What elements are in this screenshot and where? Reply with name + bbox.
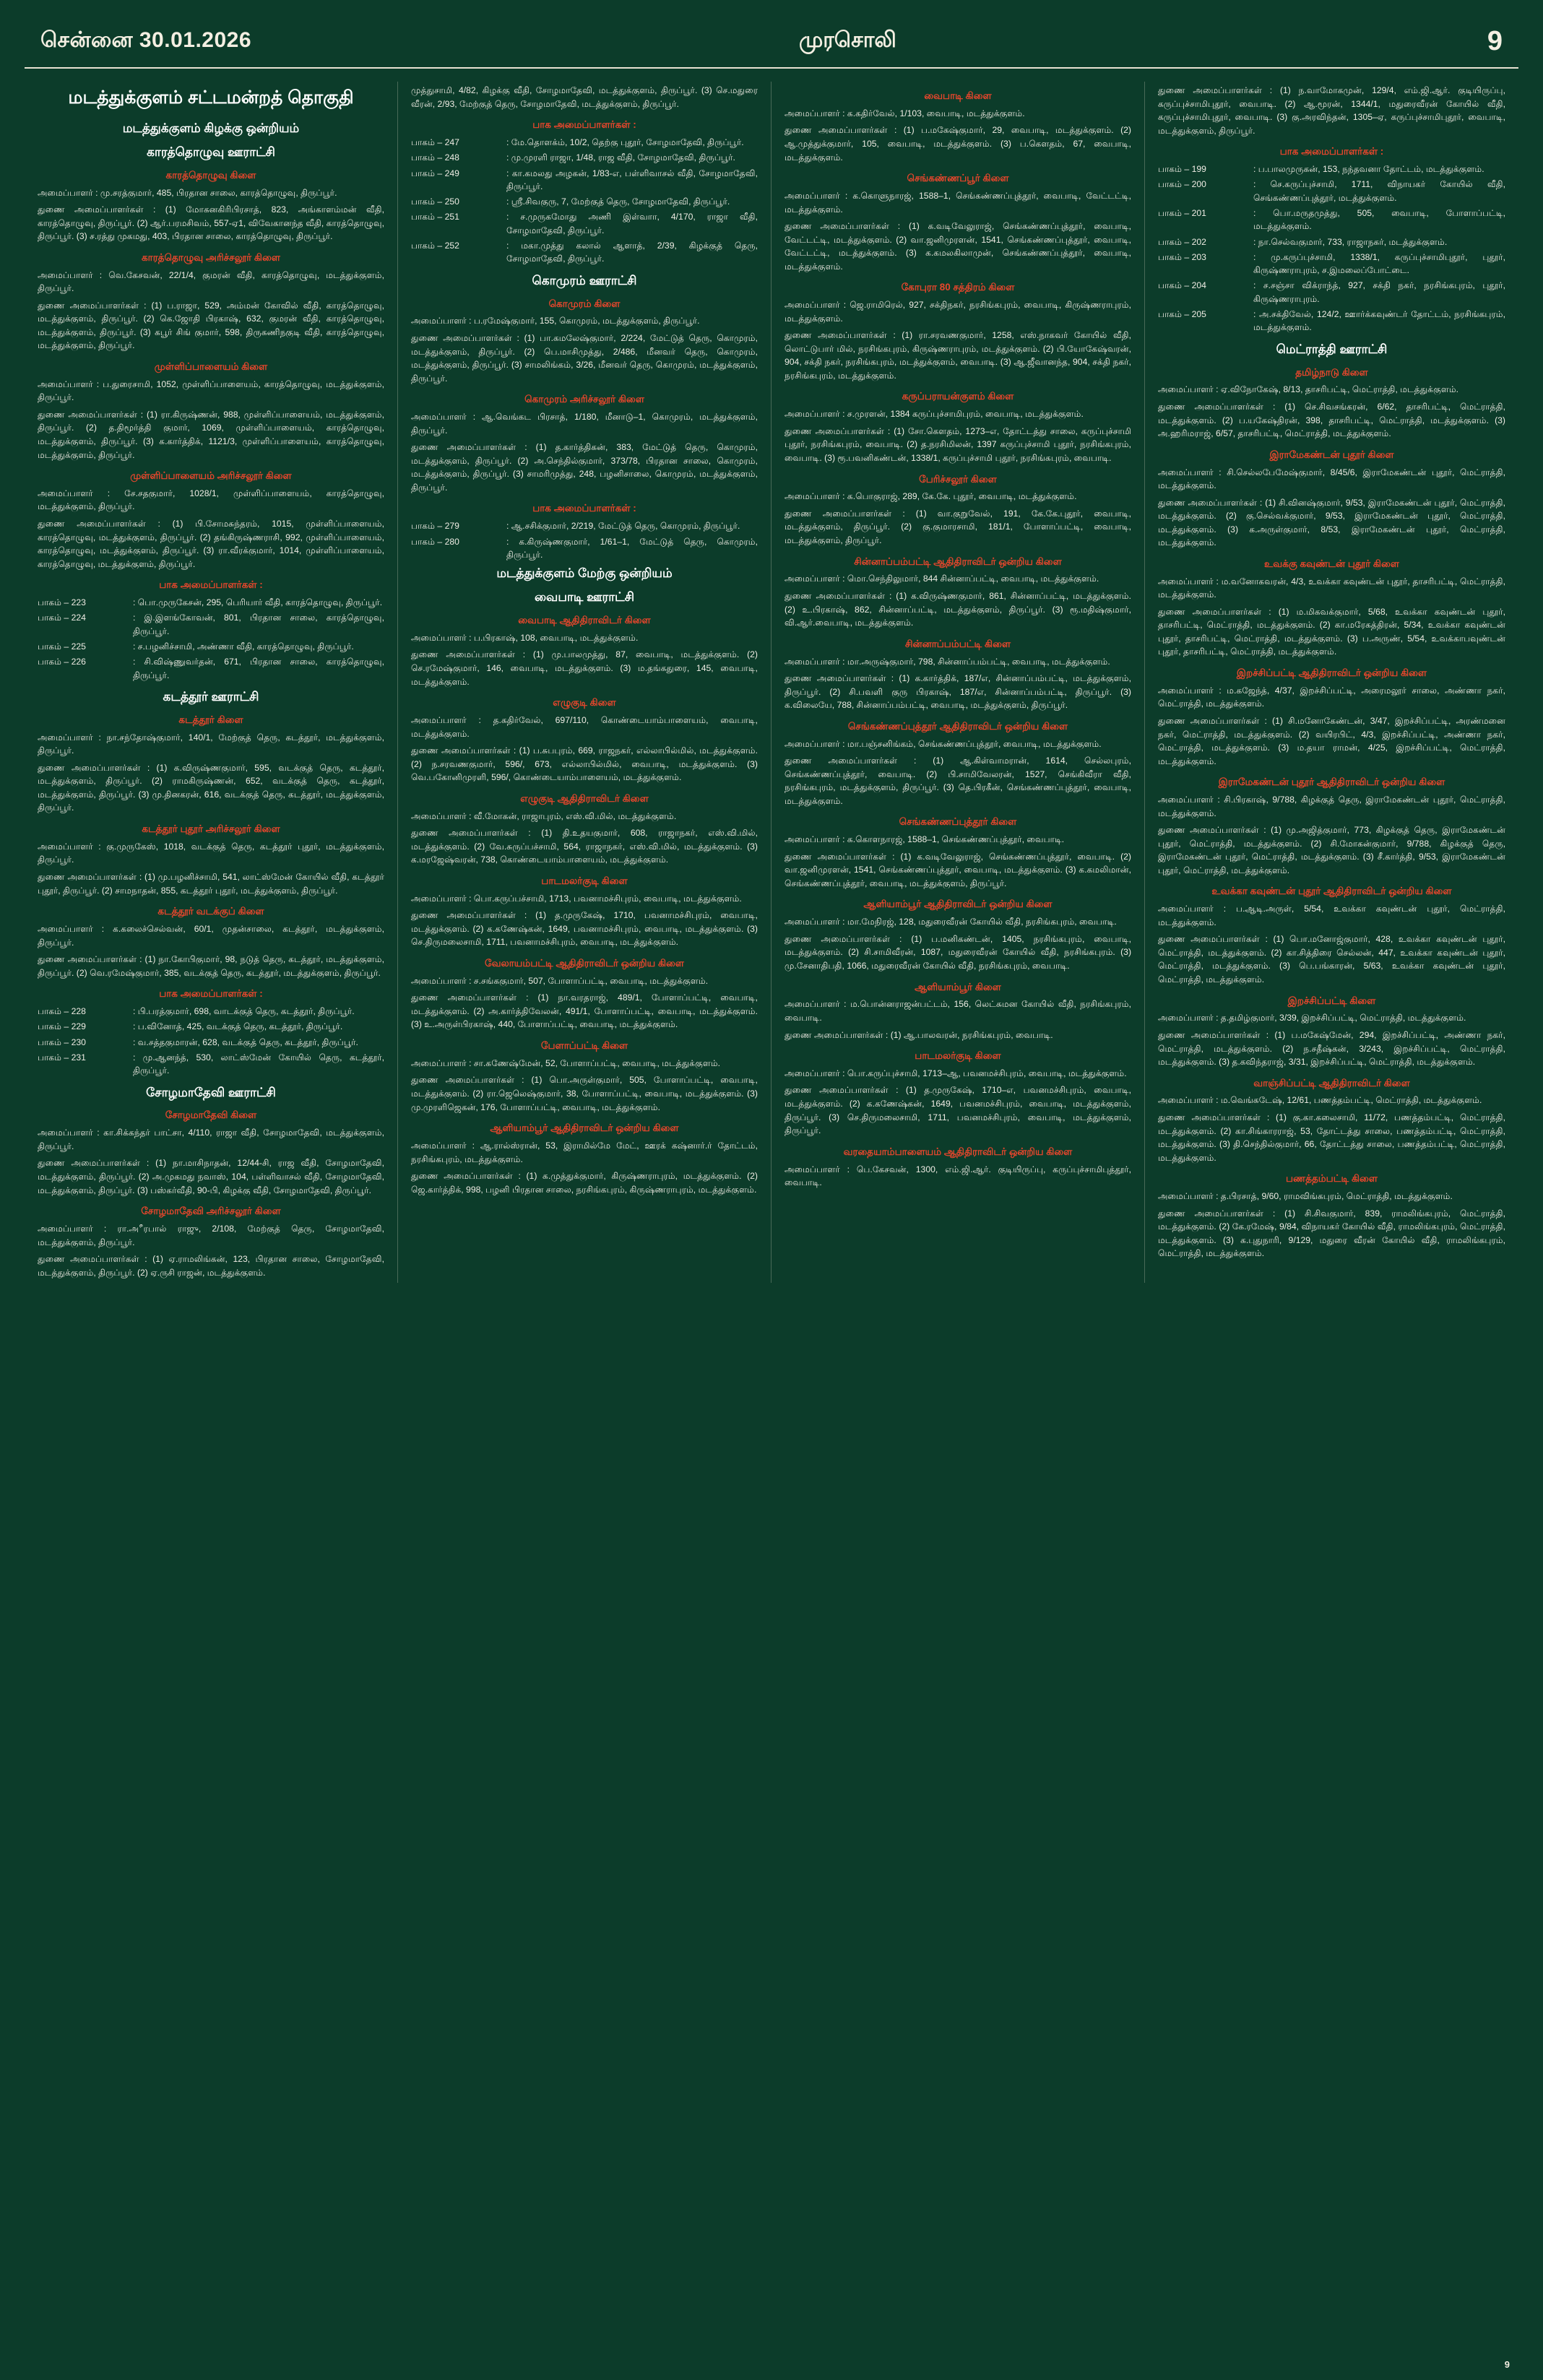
booth-number: பாகம் – 226 [38,657,86,667]
office-bearers-text: துணை அமைப்பாளர்கள் : (1) தி.உதயகுமார், 608, ராஜாநகர், எஸ்.வி.மில், மடத்துக்குளம். (2) வே.சுருப்பச்சாமி, 564, ராஜாநகர், எஸ்.வி.மில், மடத்துக்குளம். (3) க.மரஜேஷ்வரன், 738, கொண்டையாம்பாளையம், மடத்துக்குளம். [411,828,758,865]
office-bearers-text: அமைப்பாளர் : க.பொகுராஜ், 289, கே.கே. புதூர், வைபாடி, மடத்துக்குளம். [785,491,1077,502]
branch-heading: தமிழ்நாடு கிளை [1295,366,1368,378]
office-bearers-text: அமைப்பாளர் : த.பிரசாத், 9/60, ராமவிங்கபுரம், மெட்ராத்தி, மடத்துக்குளம். [1158,1191,1453,1202]
booth-entry [411,195,758,208]
masthead-title: முரசொலி [798,27,896,52]
booth-officer-text: : சி.விஷ்ணுவர்தன், 671, பிரதான சாலை, காரத்தொழுவு, திருப்பூர். [133,657,384,680]
booth-number: பாகம் – 199 [1158,164,1206,175]
branch-heading: செங்கண்ணப்புத்தூர் ஆதிதிராவிடர் ஒன்றிய கிளை [847,720,1068,732]
office-bearers-text: அமைப்பாளர் : வீ.மோகன், ராஜாபுரம், எஸ்.வி.மில், மடத்துக்குளம். [411,810,677,821]
office-bearers-text: துணை அமைப்பாளர்கள் : (1) ரா.சரவணகுமார், 1258, எஸ்.நாகவர் கோயில் வீதி, லொட்டுபார் மில், நரசிங்கபுரம், கிருஷ்ணராபுரம், மடத்துக்குளம். (2) பி.யோகேஷ்வரன், 904, சக்தி நகர், நரசிங்கபுரம், மடத்துக்குளம், வைபாடி. (3) ஆ.ஜீவானந்த, 904, சக்தி நகர், நரசிங்கபுரம், மடத்துக்குளம். [785,330,1131,381]
branch-heading: கருப்பராயன்குளம் கிளை [902,391,1014,402]
branch-heading: வரதையாம்பாளையம் ஆதிதிராவிடர் ஒன்றிய கிளை [843,1146,1073,1157]
branch-heading: இறச்சிப்பட்டி ஆதிதிராவிடர் ஒன்றிய கிளை [1236,667,1427,678]
office-bearers-text: துணை அமைப்பாளர்கள் : (1) க.விருஷ்ணகுமார், 595, வடக்குத் தெரு, கடத்தூர், மடத்துக்குளம், திருப்பூர். (2) ராமகிருஷ்ணன், 652, வடக்குத் தெரு, கடத்தூர், மடத்துக்குளம், திருப்பூர். (3) மு.தினகரன், 616, வடக்குத் தெரு, கடத்தூர், மடத்துக்குளம், திருப்பூர். [38,762,384,813]
office-bearers-text: துணை அமைப்பாளர்கள் : (1) க.கார்த்திக், 187/எ, சின்னாப்பம்பட்டி, மடத்துக்குளம், திருப்பூர். (2) சி.பவளி குரு பிரகாஷ், 187/எ, சின்னாப்பம்பட்டி, திருப்பூர். (3) க.விலையே, 788, சின்னாப்பம்பட்டி, வைபாடி, மடத்துக்குளம், திருப்பூர். [785,673,1131,711]
panchayat-title: வைபாடி ஊராட்சி [534,590,635,605]
branch-heading: பாக அமைப்பாளர்கள் : [1279,146,1384,157]
booth-officer-text: : மு.ஆனந்த், 530, லாட்ஸ்மேன் கோயில் தெரு, கடத்தூர், திருப்பூர். [133,1052,384,1076]
booth-number: பாகம் – 204 [1158,280,1206,291]
office-bearers-text: துணை அமைப்பாளர்கள் : (1) கு.கா.கலைசாமி, 11/72, பணத்தம்பட்டி, மெட்ராத்தி, மடத்துக்குளம். (2) கா.சிங்காரராஜ், 53, தோட்டத்து சாலை, பணத்தம்பட்டி, மெட்ராத்தி, மடத்துக்குளம். (3) தி.செந்தில்குமார், 66, தோட்டத்து சாலை, பணத்தம்பட்டி, மெட்ராத்தி, மடத்துக்குளம். [1158,1112,1505,1163]
booth-number: பாகம் – 223 [38,597,86,608]
office-bearers-text: அமைப்பாளர் : மொ.செந்திலுமார், 844 சின்னாப்பட்டி, வைபாடி, மடத்துக்குளம். [785,574,1099,584]
branch-heading: வாஞ்சிப்பட்டி ஆதிதிராவிடர் கிளை [1253,1077,1410,1089]
branch-heading: பேளாப்பட்டி கிளை [540,1039,628,1051]
office-bearers-text: துணை அமைப்பாளர்கள் : (1) மு.பாலமுத்து, 87, வைபாடி, மடத்துக்குளம். (2) செ.ரமேஷ்குமார், 146, வைபாடி, மடத்துக்குளம். (3) ம.தங்கதுரை, 145, வைபாடி, மடத்துக்குளம். [411,649,758,687]
office-bearers-text: துணை அமைப்பாளர்கள் : (1) சி.வினஷ்குமார், 9/53, இராமேகண்டன் புதூர், மெட்ராத்தி, மடத்துக்குளம். (2) கு.செல்வக்குமார், 9/53, இராமேகண்டன் புதூர், மெட்ராத்தி, மடத்துக்குளம். (3) க.அருள்குமார், 8/53, இராமேகண்டன் புதூர், மெட்ராத்தி, மடத்துக்குளம். [1158,497,1505,548]
booth-number: பாகம் – 224 [38,613,86,623]
office-bearers-text: அமைப்பாளர் : ப.ரமேஷ்குமார், 155, கொமுரம், மடத்துக்குளம், திருப்பூர். [411,316,700,326]
booth-number: பாகம் – 247 [411,137,459,147]
branch-heading: இராமேகண்டன் புதூர் கிளை [1269,449,1394,460]
office-bearers-text: அமைப்பாளர் : ம.வனோகவரன், 4/3, உவக்கா கவுண்டன் புதூர், தாசரிபட்டி, மெட்ராத்தி, மடத்துக்குளம். [1158,576,1505,600]
office-bearers-text: அமைப்பாளர் : ஆ.வெங்கட பிரசாத், 1/180, மீனாடு–1, கொமுரம், மடத்துக்குளம், திருப்பூர். [411,412,758,436]
office-bearers-text: துணை அமைப்பாளர்கள் : (1) ரா.கிருஷ்ணன், 988, முள்ளிப்பாளையம், மடத்துக்குளம், திருப்பூர். (2) த.திமூர்த்தி குமார், 1069, முள்ளிப்பாளையம், காரத்தொழுவு, மடத்துக்குளம், திருப்பூர். (3) க.கார்த்திக், 1121/3, முள்ளிப்பாளையம், காரத்தொழுவு, மடத்துக்குளம், திருப்பூர். [38,409,384,460]
office-bearers-text: துணை அமைப்பாளர்கள் : (1) செ.சிவசங்கரன், 6/62, தாசரிபட்டி, மெட்ராத்தி, மடத்துக்குளம். (2) ப.யகேஷ்திரன், 398, தாசரிபட்டி, மெட்ராத்தி, மடத்துக்குளம். (3) அ.ஹரிமராஜ், 6/57, தாசரிபட்டி, மெட்ராத்தி, மடத்துக்குளம். [1158,402,1505,439]
booth-entry [411,239,758,266]
masthead [25,20,1518,69]
office-bearers-text: துணை அமைப்பாளர்கள் : (1) மு.பழனிச்சாமி, 541, லாட்ஸ்மேன் கோயில் வீதி, கடத்தூர் புதூர், திருப்பூர். (2) சாமநாதன், 855, கடத்தூர் புதூர், மடத்துக்குளம், திருப்பூர். [38,871,384,896]
booth-number: பாகம் – 205 [1158,309,1206,320]
office-bearers-text: அமைப்பாளர் : க.கொளநாரஜ், 1588–1, செங்கண்ணப்புத்தூர், வைபாடி. [785,834,1065,845]
union-title: மடத்துக்குளம் கிழக்கு ஒன்றியம் [122,121,300,135]
office-bearers-text: துணை அமைப்பாளர்கள் : (1) ம.மிகவக்குமார், 5/68, உவக்கா கவுண்டன் புதூர், தாசரிபட்டி, மெட்ராத்தி, மடத்துக்குளம். (2) கா.மரேகத்திரன், 5/34, உவக்கா கவுண்டன் புதூர், தாசரிபட்டி, மெட்ராத்தி, மடத்துக்குளம். (3) ப.அருண், 5/54, உவக்காபவுண்டன் புதூர், தாசரிபட்டி, மெட்ராத்தி, மடத்துக்குளம். [1158,606,1505,657]
branch-heading: முள்ளிப்பாளையம் கிளை [154,360,268,372]
branch-heading: இராமேகண்டன் புதூர் ஆதிதிராவிடர் ஒன்றிய கிளை [1218,776,1445,788]
booth-entry [1158,178,1505,204]
office-bearers-text: துணை அமைப்பாளர்கள் : (1) மோகனகிரிபிரசாத், 823, அங்காளம்மன் வீதி, காரத்தொழுவு, திருப்பூர். (2) ஆர்.பரமசிவம், 557-ஏ1, விவேகானந்த வீதி, காரத்தொழுவு, திருப்பூர். (3) ச.ரத்து முகமது, 403, பிரதான சாலை, காரத்தொழுவு, திருப்பூர். [38,204,384,242]
booth-entry [411,136,758,149]
branch-heading: இறச்சிப்பட்டி கிளை [1287,995,1376,1006]
office-bearers-text: துணை அமைப்பாளர்கள் : (1) மு.அஜித்குமார், 773, கிழக்குத் தெரு, இராமேகண்டன் புதூர், மெட்ராத்தி, மடத்துக்குளம். (2) சி.மோகன்குமார், 9/788, கிழக்குத் தெரு, இராமேகண்டன் புதூர், மெட்ராத்தி, மடத்துக்குளம். (3) சீ.கார்த்தி, 9/53, இராமேகண்டன் புதூர், மெட்ராத்தி, மடத்துக்குளம். [1158,825,1505,875]
booth-entry [38,1005,384,1018]
booth-entry [1158,235,1505,248]
branch-heading: சோழமாதேவி அரிச்சலூர் கிளை [141,1206,281,1217]
booth-number: பாகம் – 250 [411,196,459,207]
booth-entry [411,167,758,194]
branch-heading: காரத்தொழுவு கிளை [165,169,256,181]
office-bearers-text: அமைப்பாளர் : சா.கணேஷ்மேன், 52, போளாப்பட்டி, வைபாடி, மடத்துக்குளம். [411,1057,721,1068]
masthead-edition-date: சென்னை 30.01.2026 [40,27,252,52]
branch-heading: சோழமாதேவி கிளை [165,1109,257,1121]
office-bearers-text: துணை அமைப்பாளர்கள் : (1) க.விருஷ்ணகுமார், 861, சின்னாப்பட்டி, மடத்துக்குளம். (2) உ.பிரகாஷ், 862, சின்னாப்பட்டி, மடத்துக்குளம், திருப்பூர். (3) ரூ.மதிஷ்குமார், வி.ஆர்.வைபாடி, மடத்துக்குளம். [785,591,1131,628]
branch-heading: செங்கண்ணப்புத்தூர் கிளை [899,816,1017,828]
booth-officer-text: : மு.முரளி ராஜா, 1/48, ராஜ வீதி, சோழமாதேவி, திருப்பூர். [506,152,735,163]
office-bearers-text: துணை அமைப்பாளர்கள் : (1) பா.கமலேஷ்குமார், 2/224, மேட்டுத் தெரு, கொமுரம், மடத்துக்குளம், திருப்பூர். (2) பெ.மாசிமுத்து, 2/486, மீனவர் தெரு, கொமுரம், மடத்துக்குளம், திருப்பூர். (3) சாமலிங்கம், 3/26, மீனவர் தெரு, கொமுரம், மடத்துக்குளம், திருப்பூர். [411,333,758,384]
office-bearers-text: துணை அமைப்பாளர்கள் : (1) பொ.அருள்குமார், 505, போளாப்பட்டி, வைபாடி, மடத்துக்குளம். (2) ரா.ஜெலெஷ்குமார், 38, போளாப்பட்டி, வைபாடி, மடத்துக்குளம். (3) மு.முரளிஜெகன், 176, போளாப்பட்டி, வைபாடி, மடத்துக்குளம். [411,1075,758,1112]
office-bearers-text: அமைப்பாளர் : மா.பஞ்சனிங்கம், செங்கண்ணப்புத்தூர், வைபாடி, மடத்துக்குளம். [785,738,1102,749]
article-columns [25,82,1518,1283]
office-bearers-text: அமைப்பாளர் : கா.சிக்கந்தர் பாட்சா, 4/110, ராஜா வீதி, சோழமாதேவி, மடத்துக்குளம், திருப்பூர். [38,1128,384,1151]
branch-heading: கடத்தூர் கிளை [178,714,243,725]
office-bearers-text: துணை அமைப்பாளர்கள் : (1) சி.மனோகேண்டன், 3/47, இறச்சிப்பட்டி, அரண்மனை நகர், மெட்ராத்தி, மடத்துக்குளம். (2) வயிரபிட், 4/3, இறச்சிப்பட்டி, அண்ணா நகர், மெட்ராத்தி, மடத்துக்குளம். (3) ம.தயா ராமன், 4/25, இறச்சிப்பட்டி, மெட்ராத்தி, மடத்துக்குளம். [1158,715,1505,766]
booth-number: பாகம் – 229 [38,1021,86,1032]
booth-officer-text: : வ.சத்தகுமாரன், 628, வடக்குத் தெரு, கடத்தூர், திருப்பூர். [133,1037,358,1047]
booth-entry [38,596,384,609]
booth-officer-text: : ச.சஞ்சா விக்ராந்த், 927, சக்தி நகர், நரசிங்கபுரம், புதூர், கிருஷ்ணராபுரம். [1253,280,1505,304]
booth-entry [1158,163,1505,176]
booth-officer-text: : பொ.மருதமுத்து, 505, வைபாடி, போளாப்பட்டி, மடத்துக்குளம். [1253,207,1505,232]
office-bearers-text: துணை அமைப்பாளர்கள் : (1) த.கார்த்திகன், 383, மேட்டுத் தெரு, கொமுரம், மடத்துக்குளம், திருப்பூர். (2) அ.செந்தில்குமார், 373/78, பிரதான சாலை, கொமுரம், மடத்துக்குளம், திருப்பூர். (3) சாமரிமுத்து, 248, பழனிசாலை, கொமுரம், மடத்துக்குளம், திருப்பூர். [411,442,758,493]
booth-entry [411,210,758,237]
office-bearers-text: அமைப்பாளர் : சி.செல்லபேமேஷ்குமார், 8/45/6, இராமேகண்டன் புதூர், மெட்ராத்தி, மடத்துக்குளம். [1158,467,1505,491]
booth-officer-text: : மகா.முத்து கலால் ஆளாத், 2/39, கிழக்குத் தெரு, சோழமாதேவி, திருப்பூர். [506,241,758,264]
booth-entry [38,1051,384,1078]
booth-number: பாகம் – 203 [1158,251,1206,262]
office-bearers-text: துணை அமைப்பாளர்கள் : (1) நா.வரதராஜ், 489/1, போளாப்பட்டி, வைபாடி, மடத்துக்குளம். (2) அ.கார்த்திவேலன், 491/1, போளாப்பட்டி, வைபாடி, மடத்துக்குளம். (3) உ.அருள்பிரகாஷ், 440, போளாப்பட்டி, வைபாடி, மடத்துக்குளம். [411,992,758,1030]
branch-heading: சின்னாப்பம்பட்டி ஆதிதிராவிடர் ஒன்றிய கிளை [854,555,1062,567]
office-bearers-text: துணை அமைப்பாளர்கள் : (1) நா.மாசிநாதன், 12/44-சி, ராஜ வீதி, சோழமாதேவி, மடத்துக்குளம், திருப்பூர். (2) அ.முகமது நவாஸ், 104, பள்ளிவாசல் வீதி, சோழமாதேவி, மடத்துக்குளம், திருப்பூர். (3) பஸ்கர்வீதி, 90-பி, கிழக்கு வீதி, சோழமாதேவி, திருப்பூர். [38,1158,384,1195]
panchayat-title: சோழமாதேவி ஊராட்சி [146,1085,276,1099]
branch-heading: எழுகுடி ஆதிதிராவிடர் கிளை [520,792,649,804]
branch-heading: கொமுரம் அரிச்சலூர் கிளை [524,394,644,405]
branch-heading: ஆளியாம்பூர் கிளை [915,981,1001,992]
office-bearers-text: அமைப்பாளர் : மு.சரத்குமார், 485, பிரதான சாலை, காரத்தொழுவு, திருப்பூர். [38,187,337,198]
branch-heading: பாக அமைப்பாளர்கள் : [532,119,636,131]
office-bearers-text: அமைப்பாளர் : க.கலைச்செல்வன், 60/1, முதன்சாலை, கடத்தூர், மடத்துக்குளம், திருப்பூர். [38,923,384,948]
office-bearers-text: துணை அமைப்பாளர்கள் : (1) க.வடிவேலுராஜ், செங்கண்ணப்புத்தூர், வைபாடி. (2) வா.ஜனிமுரளன், 1541, செங்கண்ணப்புத்தூர், வைபாடி, மடத்துக்குளம். (3) க.கமலிமான், செங்கண்ணப்புத்தூர், வைபாடி, மடத்துக்குளம், திருப்பூர். [785,851,1131,888]
booth-officer-text: : மு.கருப்புச்சாமி, 1338/1, கருப்புச்சாமிபுதூர், புதூர், கிருஷ்ணராபுரம், ச.இமலைப்போட்டை. [1253,251,1505,276]
branch-heading: ஆளியாம்பூர் ஆதிதிராவிடர் ஒன்றிய கிளை [863,899,1053,910]
branch-heading: முள்ளிப்பாளையம் அரிச்சலூர் கிளை [130,470,292,482]
office-bearers-text: துணை அமைப்பாளர்கள் : (1) ப.மனிகண்டன், 1405, நரசிங்கபுரம், வைபாடி, மடத்துக்குளம். (2) சி.சாமிவீரன், 1087, மதுரைவீரன் கோயில் வீதி, நரசிங்கபுரம். (3) மு.சேனாதிபதி, 1066, மதுரைவீரன் கோயில் வீதி, நரசிங்கபுரம், வைபாடி. [785,933,1131,971]
office-bearers-text: துணை அமைப்பாளர்கள் : (1) க.முத்துக்குமார், கிருஷ்ணராபுரம், மடத்துக்குளம். (2) ஜெ.கார்த்திக், 998, பழனி பிரதான சாலை, நரசிங்கபுரம், கிருஷ்ணராபுரம், மடத்துக்குளம். [411,1171,758,1195]
booth-entry [1158,251,1505,277]
masthead-page-number: 9 [1487,26,1503,56]
branch-heading: எழுகுடி கிளை [553,697,616,709]
text-column [1145,82,1518,1283]
office-bearers-text: அமைப்பாளர் : சே.சதகுமார், 1028/1, முள்ளிப்பாளையம், காரத்தொழுவு, மடத்துக்குளம், திருப்பூர். [38,488,384,512]
panchayat-title: கடத்தூர் ஊராட்சி [163,689,259,704]
office-bearers-text: துணை அமைப்பாளர்கள் : (1) க.வடிவேலுராஜ், செங்கண்ணப்புத்தூர், வைபாடி, வேட்டட்டி, மடத்துக்குளம். (2) வா.ஜனிமுரளன், 1541, செங்கண்ணப்புத்தூர், வைபாடி, வேட்டட்டி, மடத்துக்குளம். (3) க.கமலகிலாமுன், செங்கண்ணப்புத்தூர், வைபாடி, மடத்துக்குளம். [785,221,1131,272]
office-bearers-text: அமைப்பாளர் : மா.மேநிரஜ், 128, மதுரைவீரன் கோயில் வீதி, நரசிங்கபுரம், வைபாடி. [785,917,1117,927]
branch-heading: வைபாடி கிளை [924,90,992,101]
office-bearers-text: அமைப்பாளர் : ப.துரைசாமி, 1052, முள்ளிப்பாளையம், காரத்தொழுவு, மடத்துக்குளம், திருப்பூர். [38,378,384,403]
booth-entry [411,535,758,562]
constituency-title: மடத்துக்குளம் சட்டமன்றத் தொகுதி [68,87,354,108]
booth-number: பாகம் – 252 [411,241,459,251]
office-bearers-text: அமைப்பாளர் : பெ.கேசவன், 1300, எம்.ஜி.ஆர். குடியிருப்பு, கருப்புச்சாமிபுத்தூர், வைபாடி. [785,1164,1131,1188]
booth-number: பாகம் – 249 [411,168,459,178]
office-bearers-text: அமைப்பாளர் : த.கதிர்வேல், 697/110, கொண்டையாம்பாளையம், வைபாடி, மடத்துக்குளம். [411,715,758,739]
office-bearers-text: அமைப்பாளர் : ம.பொன்னராஜன்பட்டம், 156, லெட்சுமன கோயில் வீதி, நரசிங்கபுரம், வைபாடி. [785,999,1131,1023]
office-bearers-text: அமைப்பாளர் : ம.கஜேந்த், 4/37, இறச்சிப்பட்டி, அரைமலூர் சாலை, அண்ணா நகர், மெட்ராத்தி, மடத்துக்குளம். [1158,685,1505,709]
branch-heading: வேலாயம்பட்டி ஆதிதிராவிடர் ஒன்றிய கிளை [485,957,684,969]
office-bearers-text: துணை அமைப்பாளர்கள் : (1) வா.குறுவேல், 191, கே.கே.புதூர், வைபாடி, மடத்துக்குளம், திருப்பூர். (2) கு.குமாரசாமி, 181/1, போளாப்பட்டி, வைபாடி, மடத்துக்குளம், திருப்பூர். [785,508,1131,546]
booth-officer-text: : செ.கருப்புச்சாமி, 1711, விநாயகர் கோயில் வீதி, செங்கண்ணப்புத்தூர், மடத்துக்குளம். [1253,179,1505,203]
booth-officer-text: : நா.செல்வகுமார், 733, ராஜாநகர், மடத்துக்குளம். [1253,236,1448,247]
union-title: மடத்துக்குளம் மேற்கு ஒன்றியம் [496,566,673,581]
branch-heading: வைபாடி ஆதிதிராவிடர் கிளை [518,615,651,626]
office-bearers-text: துணை அமைப்பாளர்கள் : (1) ப.மகேஷ்மேன், 294, இறச்சிப்பட்டி, அண்ணா நகர், மெட்ராத்தி, மடத்துக்குளம். (2) ந.சதீஷ்கன், 3/243, இறச்சிப்பட்டி, மெட்ராத்தி, மடத்துக்குளம். (3) த.கவிந்தராஜ், 3/31, இறச்சிப்பட்டி, மெட்ராத்தி, மடத்துக்குளம். [1158,1029,1505,1068]
panchayat-title: கொமுரம் ஊராட்சி [532,273,637,287]
booth-entry [38,1020,384,1033]
booth-officer-text: : பி.பரத்குமார், 698, வாடக்குத் தெரு, கடத்தூர், திருப்பூர். [133,1006,355,1017]
office-bearers-text: துணை அமைப்பாளர்கள் : (1) ஆ.கிள்வாமரான், 1614, செல்லபுரம், செங்கண்ணப்புத்தூர், வைபாடி. (2) பி.சாமிவேலரன், 1527, செங்கிவீரா வீதி, நரசிங்கபுரம், மடத்துக்குளம், திருப்பூர். (3) தெ.பிரகீன், செங்கண்ணப்புத்தூர், வைபாடி, மடத்துக்குளம். [785,756,1131,806]
booth-entry [38,1036,384,1049]
office-bearers-text: துணை அமைப்பாளர்கள் : (1) பி.சோமசுந்தரம், 1015, முள்ளிப்பாளையம், காரத்தொழுவு, மடத்துக்குளம், திருப்பூர். (2) தங்கிருஷ்ணராசி, 992, முள்ளிப்பாளையம், காரத்தொழுவு, மடத்துக்குளம், திருப்பூர். (3) ரா.வீரக்குமார், 1014, முள்ளிப்பாளையம், காரத்தொழுவு, மடத்துக்குளம், திருப்பூர். [38,519,384,569]
branch-heading: உவக்கா கவுண்டன் புதூர் ஆதிதிராவிடர் ஒன்றிய கிளை [1211,886,1452,897]
office-bearers-text: துணை அமைப்பாளர்கள் : (1) நா.கோபிகுமார், 98, நடுத் தெரு, கடத்தூர், மடத்துக்குளம், திருப்பூர். (2) வெ.ரமேஷ்குமார், 385, வடக்குத் தெரு, கடத்தூர், மடத்துக்குளம், திருப்பூர். [38,954,384,978]
booth-entry [411,151,758,164]
text-column [772,82,1145,1283]
booth-number: பாகம் – 201 [1158,207,1206,218]
booth-officer-text: : ஆ.சசிக்குமார், 2/219, மேட்டுத் தெரு, கொமுரம், திருப்பூர். [506,521,740,532]
booth-officer-text: : ஸ்ரீ.சிவகுரு, 7, மேற்குத் தெரு, சோழமாதேவி, திருப்பூர். [506,196,730,207]
office-bearers-text: துணை அமைப்பாளர்கள் : (1) பொ.மனோஜ்குமார், 428, உவக்கா கவுண்டன் புதூர், மெட்ராத்தி, மடத்துக்குளம். (2) கா.சித்திரை செல்லன், 447, உவக்கா கவுண்டன் புதூர், மெட்ராத்தி, மடத்துக்குளம். (3) பெ.பங்காரன், 5/63, உவக்கா கவுண்டன் புதூர், மெட்ராத்தி, மடத்துக்குளம். [1158,934,1505,985]
footer-page-number: 9 [1504,2359,1510,2370]
booth-officer-text: : ச.முருகமோது அணி இள்வாா, 4/170, ராஜா வீதி, சோழமாதேவி, திருப்பூர். [506,212,758,235]
booth-entry [1158,308,1505,334]
office-bearers-text: துணை அமைப்பாளர்கள் : (1) ப.சுபபுரம், 669, ராஜநகர், எல்லாபில்மில், மடத்துக்குளம். (2) ந.சரவணகுமார், 596/, 673, எல்லாபில்மில், வைபாடி, மடத்துக்குளம். (3) வெ.பகோனிமுரளி, 596/, கொண்டையாம்பாளையம், மடத்துக்குளம். [411,745,758,783]
office-bearers-text: அமைப்பாளர் : சி.பிரகாஷ், 9/788, கிழக்குத் தெரு, இராமேகண்டன் புதூர், மெட்ராத்தி, மடத்துக்குளம். [1158,795,1505,818]
branch-heading: ஆளியாம்பூர் ஆதிதிராவிடர் ஒன்றிய கிளை [490,1122,679,1134]
booth-entry [38,640,384,653]
booth-officer-text: : மே.தொளக்ம், 10/2, தெற்கு புதூர், சோழமாதேவி, திருப்பூர். [506,137,744,147]
branch-heading: கொமுரம் கிளை [548,298,621,309]
branch-heading: பாக அமைப்பாளர்கள் : [532,503,636,514]
office-bearers-text: அமைப்பாளர் : வெ.கேசவன், 22/1/4, குமரன் வீதி, காரத்தொழுவு, மடத்துக்குளம், திருப்பூர். [38,269,384,294]
office-bearers-text: அமைப்பாளர் : த.தமிழ்குமார், 3/39, இறச்சிப்பட்டி, மெட்ராத்தி, மடத்துக்குளம். [1158,1013,1466,1024]
branch-heading: கடத்தூர் வடக்குப் கிளை [157,906,264,917]
office-bearers-text: அமைப்பாளர் : ம.வெங்கடேஷ், 12/61, பணத்தம்பட்டி, மெட்ராத்தி, மடத்துக்குளம். [1158,1095,1482,1106]
office-bearers-text: துணை அமைப்பாளர்கள் : (1) த.முருகேஷ், 1710, பவனாமச்சிபுரம், வைபாடி, மடத்துக்குளம். (2) க.கணேஷ்கன், 1649, பவனாமச்சிபுரம், வைபாடி, மடத்துக்குளம். (3) செ.திருமலைசாமி, 1711, பவனாமச்சிபுரம், வைபாடி, மடத்துக்குளம். [411,910,758,948]
booth-officer-text: : ப.வினோத், 425, வடக்குத் தெரு, கடத்தூர், திருப்பூர். [133,1021,343,1032]
booth-entry [411,519,758,532]
office-bearers-text: அமைப்பாளர் : ஏ.விநோகேஷ், 8/13, தாசரிபட்டி, மெட்ராத்தி, மடத்துக்குளம். [1158,384,1459,395]
office-bearers-text: அமைப்பாளர் : ப.ஆடி.அருள், 5/54, உவக்கா கவுண்டன் புதூர், மெட்ராத்தி, மடத்துக்குளம். [1158,904,1505,927]
office-bearers-text: துணை அமைப்பாளர்கள் : (1) ந.வாமோகமுன், 129/4, எம்.ஜி.ஆர். குடியிருப்பு, கருப்புச்சாமிபுதூர், வைபாடி. (2) ஆ.மூரன், 1344/1, மதுரைவீரன் கோயில் வீதி, கருப்புச்சாமிபுதூர், வைபாடி. (3) கு.அரவிந்தன், 1305–ஏ, கருப்புச்சாமிபுதூர், வைபாடி, மடத்துக்குளம், திருப்பூர். [1158,85,1505,136]
branch-heading: பாடமலர்குடி கிளை [915,1050,1001,1062]
office-bearers-text: அமைப்பாளர் : ரா.அீரபால் ராஜு, 2/108, மேற்குத் தெரு, சோழமாதேவி, மடத்துக்குளம், திருப்பூர். [38,1223,384,1247]
office-bearers-text: முத்துசாமி, 4/82, கிழக்கு வீதி, சோழமாதேவி, மடத்துக்குளம், திருப்பூர். (3) செ.மதுரை வீரன், 2/93, மேற்குத் தெரு, சோழமாதேவி, மடத்துக்குளம், திருப்பூர். [411,85,758,109]
branch-heading: கடத்தூர் புதூர் அரிச்சலூர் கிளை [142,823,280,834]
booth-number: பாகம் – 251 [411,212,459,222]
office-bearers-text: துணை அமைப்பாளர்கள் : (1) ஆ.பாலவரன், நரசிங்கபுரம், வைபாடி. [785,1029,1053,1040]
booth-number: பாகம் – 230 [38,1037,86,1047]
office-bearers-text: அமைப்பாளர் : ஜெ.ராமிரெல், 927, சக்திநகர், நரசிங்கபுரம், வைபாடி, கிருஷ்ணராபுரம், மடத்துக்குளம். [785,300,1131,324]
office-bearers-text: அமைப்பாளர் : ஆ.ரால்ஸ்ரான், 53, இராமில்மே மேட், ஊரக் கஷ்னார்.ர் தோட்டம், நரசிங்கபுரம், மடத்துக்குளம். [411,1140,758,1164]
booth-number: பாகம் – 225 [38,641,86,652]
branch-heading: பாக அமைப்பாளர்கள் : [159,579,263,591]
office-bearers-text: துணை அமைப்பாளர்கள் : (1) சோ.கௌதம், 1273–எ, தோட்டத்து சாலை, கருப்புச்சாமி புதூர், நரசிங்கபுரம், வைபாடி. (2) த.நரசிமிலன், 1397 கருப்புச்சாமி புதூர், நரசிங்கபுரம், வைபாடி. (3) ரூ.பவனிகண்டன், 1338/1, கருப்புச்சாமி புதூர், நரசிங்கபுரம், வைபாடி. [785,425,1131,463]
booth-entry [1158,207,1505,233]
booth-number: பாகம் – 202 [1158,236,1206,247]
text-column [398,82,772,1283]
branch-heading: சின்னாப்பம்பட்டி கிளை [904,638,1011,649]
branch-heading: பாடமலர்குடி கிளை [541,875,628,886]
booth-number: பாகம் – 279 [411,521,459,532]
booth-officer-text: : ச.பழனிச்சாமி, அண்ணா வீதி, காரத்தொழுவு, திருப்பூர். [133,641,354,652]
branch-heading: பேரிச்சலூர் கிளை [919,473,997,485]
branch-heading: உவக்கு கவுண்டன் புதூர் கிளை [1264,558,1399,569]
booth-number: பாகம் – 248 [411,152,459,163]
office-bearers-text: அமைப்பாளர் : பொ.கருப்பச்சாமி, 1713, பவனாமச்சிபுரம், வைபாடி, மடத்துக்குளம். [411,893,742,904]
booth-number: பாகம் – 228 [38,1006,86,1017]
booth-officer-text: : ப.பாலமுருகன், 153, நந்தவனா தோட்டம், மடத்துக்குளம். [1253,164,1484,175]
branch-heading: பணத்தம்பட்டி கிளை [1286,1173,1378,1185]
booth-officer-text: : அ.சக்திவேல், 124/2, ஊார்க்கவுண்டர் தோட்டம், நரசிங்கபுரம், மடத்துக்குளம். [1253,309,1505,333]
office-bearers-text: அமைப்பாளர் : க.கதிர்வேல், 1/103, வைபாடி, மடத்துக்குளம். [785,108,1025,118]
branch-heading: காரத்தொழுவு அரிச்சலூர் கிளை [142,251,280,263]
office-bearers-text: அமைப்பாளர் : பொ.கருப்புச்சாமி, 1713–ஆ, பவனமச்சிபுரம், வைபாடி, மடத்துக்குளம். [785,1068,1127,1078]
booth-officer-text: : க.கிருஷ்ணகுமார், 1/61–1, மேட்டுத் தெரு, கொமுரம், திருப்பூர். [506,536,758,560]
office-bearers-text: அமைப்பாளர் : ச.சங்ககுமார், 507, போளாப்பட்டி, வைபாடி, மடத்துக்குளம். [411,975,709,986]
booth-officer-text: : இ.இளங்கோவன், 801, பிரதான சாலை, காரத்தொழுவு, திருப்பூர். [133,613,384,636]
office-bearers-text: துணை அமைப்பாளர்கள் : (1) த.முருகேஷ், 1710–எ, பவனமச்சிபுரம், வைபாடி, மடத்துக்குளம். (2) க.கணேஷ்கன், 1649, பவனமச்சிபுரம், வைபாடி, மடத்துக்குளம், திருப்பூர். (3) செ.திருமலைசாமி, 1711, பவனமச்சிபுரம், வைபாடி, மடத்துக்குளம், திருப்பூர். [785,1085,1131,1136]
office-bearers-text: அமைப்பாளர் : கு.முருகேஸ், 1018, வடக்குத் தெரு, கடத்தூர் புதூர், மடத்துக்குளம், திருப்பூர். [38,841,384,865]
text-column [25,82,398,1283]
booth-entry [38,655,384,682]
office-bearers-text: துணை அமைப்பாளர்கள் : (1) ப.ராஜா, 529, அம்மன் கோவில் வீதி, காரத்தொழுவு, மடத்துக்குளம், திருப்பூர். (2) கெ.ஜோதி பிரகாஷ், 632, குமரன் வீதி, காரத்தொழுவு, மடத்துக்குளம், திருப்பூர். (3) கபூர் சிங் குமார், 598, திருகணிநகுடி வீதி, காரத்தொழுவு, மடத்துக்குளம், திருப்பூர். [38,300,384,351]
booth-entry [1158,279,1505,306]
branch-heading: பாக அமைப்பாளர்கள் : [159,988,263,1000]
office-bearers-text: அமைப்பாளர் : மா.அருஷ்குமார், 798, சின்னாப்பம்பட்டி, வைபாடி, மடத்துக்குளம். [785,656,1110,667]
panchayat-title: காரத்தொழுவு ஊராட்சி [147,144,275,159]
panchayat-title: மெட்ராத்தி ஊராட்சி [1276,342,1388,356]
branch-heading: செங்கண்ணப்பூர் கிளை [907,173,1009,184]
booth-number: பாகம் – 280 [411,536,459,547]
branch-heading: கோபுரா 80 சத்திரம் கிளை [901,282,1015,293]
booth-number: பாகம் – 200 [1158,179,1206,190]
booth-number: பாகம் – 231 [38,1052,86,1063]
booth-officer-text: : பொ.முருகேசன், 295, பெரியார் வீதி, காரத்தொழுவு, திருப்பூர். [133,597,383,608]
office-bearers-text: அமைப்பாளர் : க.கொளுநாரஜ், 1588–1, செங்கண்ணப்புத்தூர், வைபாடி, வேட்டட்டி, மடத்துக்குளம். [785,190,1131,215]
booth-officer-text: : கா.கமலது அழகன், 1/83-எ, பள்ளிவாசல் வீதி, சோழமாதேவி, திருப்பூர். [506,168,758,191]
office-bearers-text: அமைப்பாளர் : ப.பிரகாஷ், 108, வைபாடி, மடத்துக்குளம். [411,632,639,643]
office-bearers-text: துணை அமைப்பாளர்கள் : (1) சி.சிவகுமார், 839, ராமலிங்கபுரம், மெட்ராத்தி, மடத்துக்குளம். (2) கே.ரமேஷ், 9/84, விநாயகர் கோயில் வீதி, ராமலிங்கபுரம், மெட்ராத்தி, மடத்துக்குளம். (3) க.புதுநாரி, 9/129, மதுரை வீரன் கோயில் வீதி, ராமலிங்கபுரம், மெட்ராத்தி, மடத்துக்குளம். [1158,1208,1505,1259]
office-bearers-text: அமைப்பாளர் : ச.முரளன், 1384 கருப்புச்சாமிபுரம், வைபாடி, மடத்துக்குளம். [785,409,1084,420]
booth-entry [38,611,384,638]
office-bearers-text: துணை அமைப்பாளர்கள் : (1) ஏ.ராமலிங்கன், 123, பிரதான சாலை, சோழமாதேவி, மடத்துக்குளம், திருப்பூர். (2) ஏ.ருசி ராஜன், மடத்துக்குளம். [38,1254,384,1278]
office-bearers-text: அமைப்பாளர் : நா.சந்தோஷ்குமார், 140/1, மேற்குத் தெரு, கடத்தூர், மடத்துக்குளம், திருப்பூர். [38,732,384,756]
office-bearers-text: துணை அமைப்பாளர்கள் : (1) ப.மகேஷ்குமார், 29, வைபாடி, மடத்துக்குளம். (2) ஆ.முத்துக்குமார், 105, வைபாடி, மடத்துக்குளம். (3) ப.கௌதம், 67, வைபாடி, மடத்துக்குளம். [785,125,1131,163]
